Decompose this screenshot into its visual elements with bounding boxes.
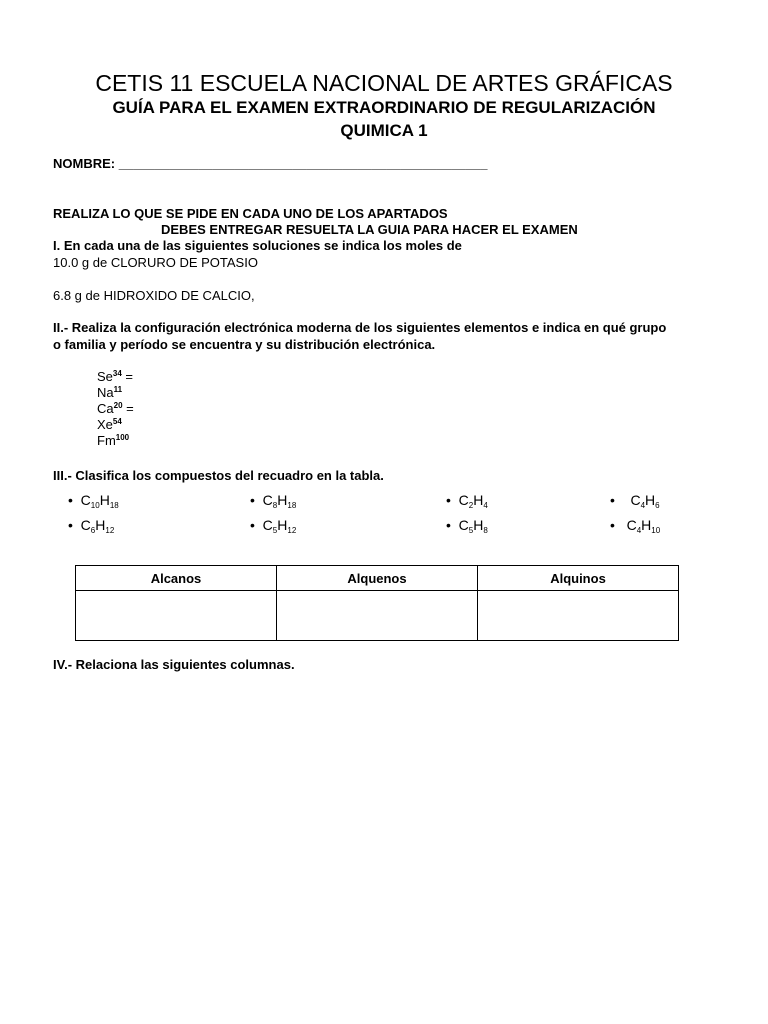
- compound-item: • $C_8H_{18}$: [250, 492, 297, 510]
- element-symbol: Na: [97, 385, 114, 400]
- section2-heading-line1: II.- Realiza la configuración electrónica moderna de los siguientes elementos e indica en qué grupo: [53, 320, 667, 335]
- table-header-row: [76, 566, 679, 591]
- section1-item-2: 6.8 g de HIDROXIDO DE CALCIO,: [53, 288, 255, 303]
- element-symbol: Xe: [97, 417, 113, 432]
- carbon-count: 4: [640, 501, 646, 510]
- atomic-number: 54: [112, 417, 122, 426]
- carbon-count: 4: [636, 526, 642, 535]
- bullet: •: [68, 517, 73, 533]
- atomic-number: 34: [112, 369, 122, 378]
- hydrogen-count: 10: [651, 526, 661, 535]
- bullet: •: [446, 492, 451, 508]
- bullet: •: [610, 492, 615, 508]
- compound-item: • $C_2H_4$: [446, 492, 488, 510]
- bullet: •: [610, 517, 615, 533]
- bullet: •: [446, 517, 451, 533]
- table-row: [76, 591, 679, 641]
- compound-item: • $C_5H_8$: [446, 517, 488, 535]
- element-symbol: Fm: [97, 433, 116, 448]
- bullet: •: [68, 492, 73, 508]
- element-na: [97, 385, 122, 400]
- compound-item: • $C_{10}H_{18}$: [68, 492, 119, 510]
- element-xe: [97, 417, 122, 432]
- cell-alquinos[interactable]: [478, 591, 679, 641]
- name-label: NOMBRE:: [53, 156, 116, 171]
- element-symbol: Se: [97, 369, 113, 384]
- compound-item: • $C_4H_6$: [610, 492, 660, 510]
- instruction-1: REALIZA LO QUE SE PIDE EN CADA UNO DE LOS APARTADOS: [53, 206, 448, 221]
- carbon-count: 10: [90, 501, 100, 510]
- compound-item: • $C_4H_{10}$: [610, 517, 661, 535]
- bullet: •: [250, 517, 255, 533]
- carbon-count: 6: [90, 526, 96, 535]
- subject-title: QUIMICA 1: [340, 121, 428, 140]
- guide-title: GUÍA PARA EL EXAMEN EXTRAORDINARIO DE REGULARIZACIÓN: [112, 98, 656, 117]
- compound-item: • $C_6H_{12}$: [68, 517, 115, 535]
- hydrogen-count: 12: [287, 526, 297, 535]
- header-alcanos: Alcanos: [76, 566, 277, 591]
- element-symbol: Ca: [97, 401, 114, 416]
- hydrogen-count: 4: [483, 501, 488, 510]
- element-fm: [97, 433, 129, 448]
- name-line: ___________________________________________________: [118, 156, 488, 171]
- hydrogen-count: 18: [287, 501, 297, 510]
- compound-item: • $C_5H_{12}$: [250, 517, 297, 535]
- cell-alquenos[interactable]: [277, 591, 478, 641]
- carbon-count: 2: [468, 501, 474, 510]
- element-ca: [97, 401, 134, 416]
- carbon-count: 5: [272, 526, 278, 535]
- header-alquinos: Alquinos: [478, 566, 679, 591]
- header-alquenos: Alquenos: [277, 566, 478, 591]
- school-title: CETIS 11 ESCUELA NACIONAL DE ARTES GRÁFICAS: [95, 70, 673, 96]
- classification-table: [75, 565, 679, 641]
- atomic-number: 11: [113, 385, 123, 394]
- instruction-2: DEBES ENTREGAR RESUELTA LA GUIA PARA HACER EL EXAMEN: [161, 222, 578, 237]
- element-se: [97, 369, 133, 384]
- section4-heading: IV.- Relaciona las siguientes columnas.: [53, 657, 295, 672]
- element-suffix: =: [122, 401, 134, 416]
- atomic-number: 20: [113, 401, 123, 410]
- hydrogen-count: 12: [105, 526, 115, 535]
- section1-heading: I. En cada una de las siguientes soluciones se indica los moles de: [53, 238, 462, 253]
- name-field: [53, 156, 487, 171]
- hydrogen-count: 18: [109, 501, 119, 510]
- carbon-count: 5: [468, 526, 474, 535]
- element-suffix: =: [121, 369, 134, 384]
- atomic-number: 100: [115, 433, 130, 442]
- hydrogen-count: 8: [483, 526, 488, 535]
- hydrogen-count: 6: [655, 501, 660, 510]
- section3-heading: III.- Clasifica los compuestos del recuadro en la tabla.: [53, 468, 384, 483]
- section1-item-1: 10.0 g de CLORURO DE POTASIO: [53, 255, 258, 270]
- bullet: •: [250, 492, 255, 508]
- carbon-count: 8: [272, 501, 278, 510]
- section2-heading-line2: o familia y período se encuentra y su distribución electrónica.: [53, 337, 436, 352]
- cell-alcanos[interactable]: [76, 591, 277, 641]
